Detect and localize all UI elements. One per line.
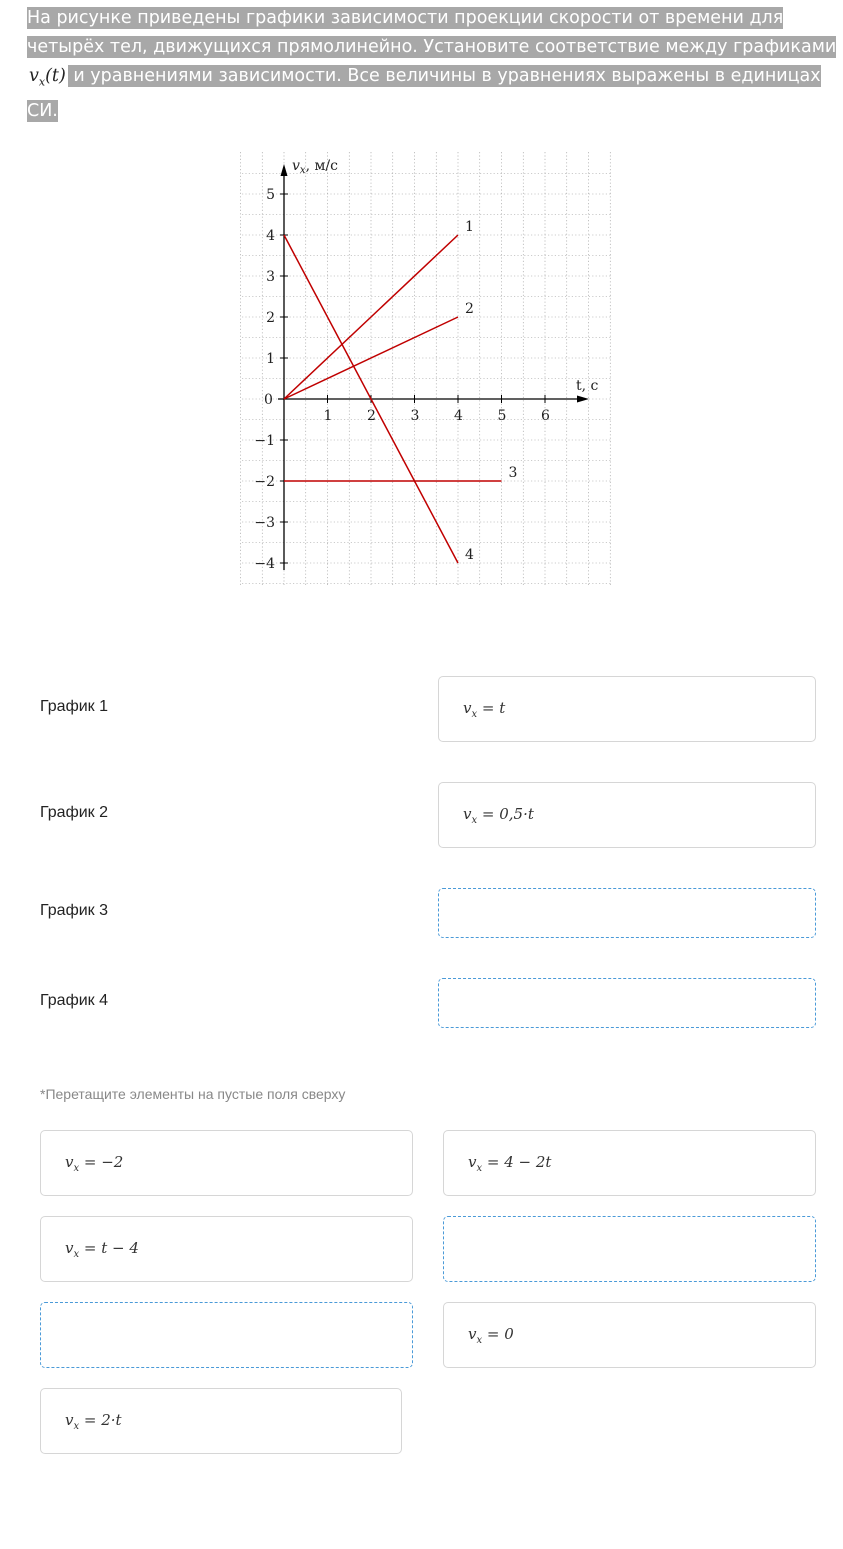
option-slot-empty-1[interactable] xyxy=(443,1216,816,1282)
x-tick-label: 1 xyxy=(323,408,333,424)
graph-3-label: График 3 xyxy=(40,902,109,919)
chart-ticks xyxy=(254,187,550,572)
drag-hint: *Перетащите элементы на пустые поля сверху xyxy=(40,1086,346,1102)
option-card-3[interactable] xyxy=(40,1216,413,1282)
y-axis-arrow xyxy=(281,164,288,176)
y-tick-label: −1 xyxy=(254,433,275,449)
question-part1: На рисунке приведены графики зависимости проекции скорости от времени для четырёх тел, движущихся прямолинейно. Установите соответствие между графиками xyxy=(27,8,837,57)
question-part2: и уравнениями зависимости. Все величины в уравнениях выражены в единицах СИ. xyxy=(27,66,821,121)
y-tick-label: 5 xyxy=(266,187,275,203)
graph-4-label: График 4 xyxy=(40,992,109,1009)
y-tick-label: −3 xyxy=(254,515,275,531)
y-tick-label: −4 xyxy=(254,556,275,572)
origin-label: 0 xyxy=(264,392,273,408)
answer-slot-4[interactable] xyxy=(438,978,816,1028)
x-tick-label: 2 xyxy=(367,408,376,424)
x-tick-label: 3 xyxy=(410,408,420,424)
y-tick-label: 1 xyxy=(266,351,275,367)
x-axis-label: t, с xyxy=(576,378,599,394)
y-tick-label: 4 xyxy=(266,228,275,244)
option-card-1[interactable] xyxy=(40,1130,413,1196)
chart-series xyxy=(284,219,517,563)
option-card-5[interactable] xyxy=(40,1388,402,1454)
question-formula: $v_x(t)$ xyxy=(29,66,66,89)
answer-equation[interactable]: $v_x = t$ xyxy=(463,698,506,720)
answer-slot-2[interactable] xyxy=(438,782,816,848)
option-equation[interactable]: $v_x = 4 - 2t$ xyxy=(468,1152,552,1174)
chart-grid xyxy=(241,152,613,586)
series-label-1: 1 xyxy=(465,219,474,235)
x-axis-arrow xyxy=(577,396,589,403)
option-equation[interactable]: $v_x = 0$ xyxy=(468,1324,514,1346)
option-equation[interactable]: $v_x = 2\cdot t$ xyxy=(65,1410,122,1432)
y-tick-label: 2 xyxy=(266,310,275,326)
y-tick-label: −2 xyxy=(254,474,275,490)
y-axis-label: $v_x$, м/с xyxy=(292,158,338,176)
x-tick-label: 5 xyxy=(497,408,507,424)
answer-slot-1[interactable] xyxy=(438,676,816,742)
option-slot-empty-2[interactable] xyxy=(40,1302,413,1368)
y-tick-label: 3 xyxy=(266,269,275,285)
velocity-time-chart xyxy=(240,150,614,590)
option-equation[interactable]: $v_x = -2$ xyxy=(65,1152,124,1174)
answer-equation[interactable]: $v_x = 0,5\cdot t$ xyxy=(463,804,534,826)
graph-2-label: График 2 xyxy=(40,804,109,821)
series-label-4: 4 xyxy=(465,547,474,563)
question-text xyxy=(27,4,839,126)
series-label-3: 3 xyxy=(508,465,518,481)
chart-axes xyxy=(278,164,589,570)
option-equation[interactable]: $v_x = t - 4$ xyxy=(65,1238,139,1260)
answer-slot-3[interactable] xyxy=(438,888,816,938)
series-label-2: 2 xyxy=(465,301,474,317)
x-tick-label: 4 xyxy=(454,408,463,424)
x-tick-label: 6 xyxy=(541,408,550,424)
graph-1-label: График 1 xyxy=(40,698,109,715)
option-card-4[interactable] xyxy=(443,1302,816,1368)
option-card-2[interactable] xyxy=(443,1130,816,1196)
